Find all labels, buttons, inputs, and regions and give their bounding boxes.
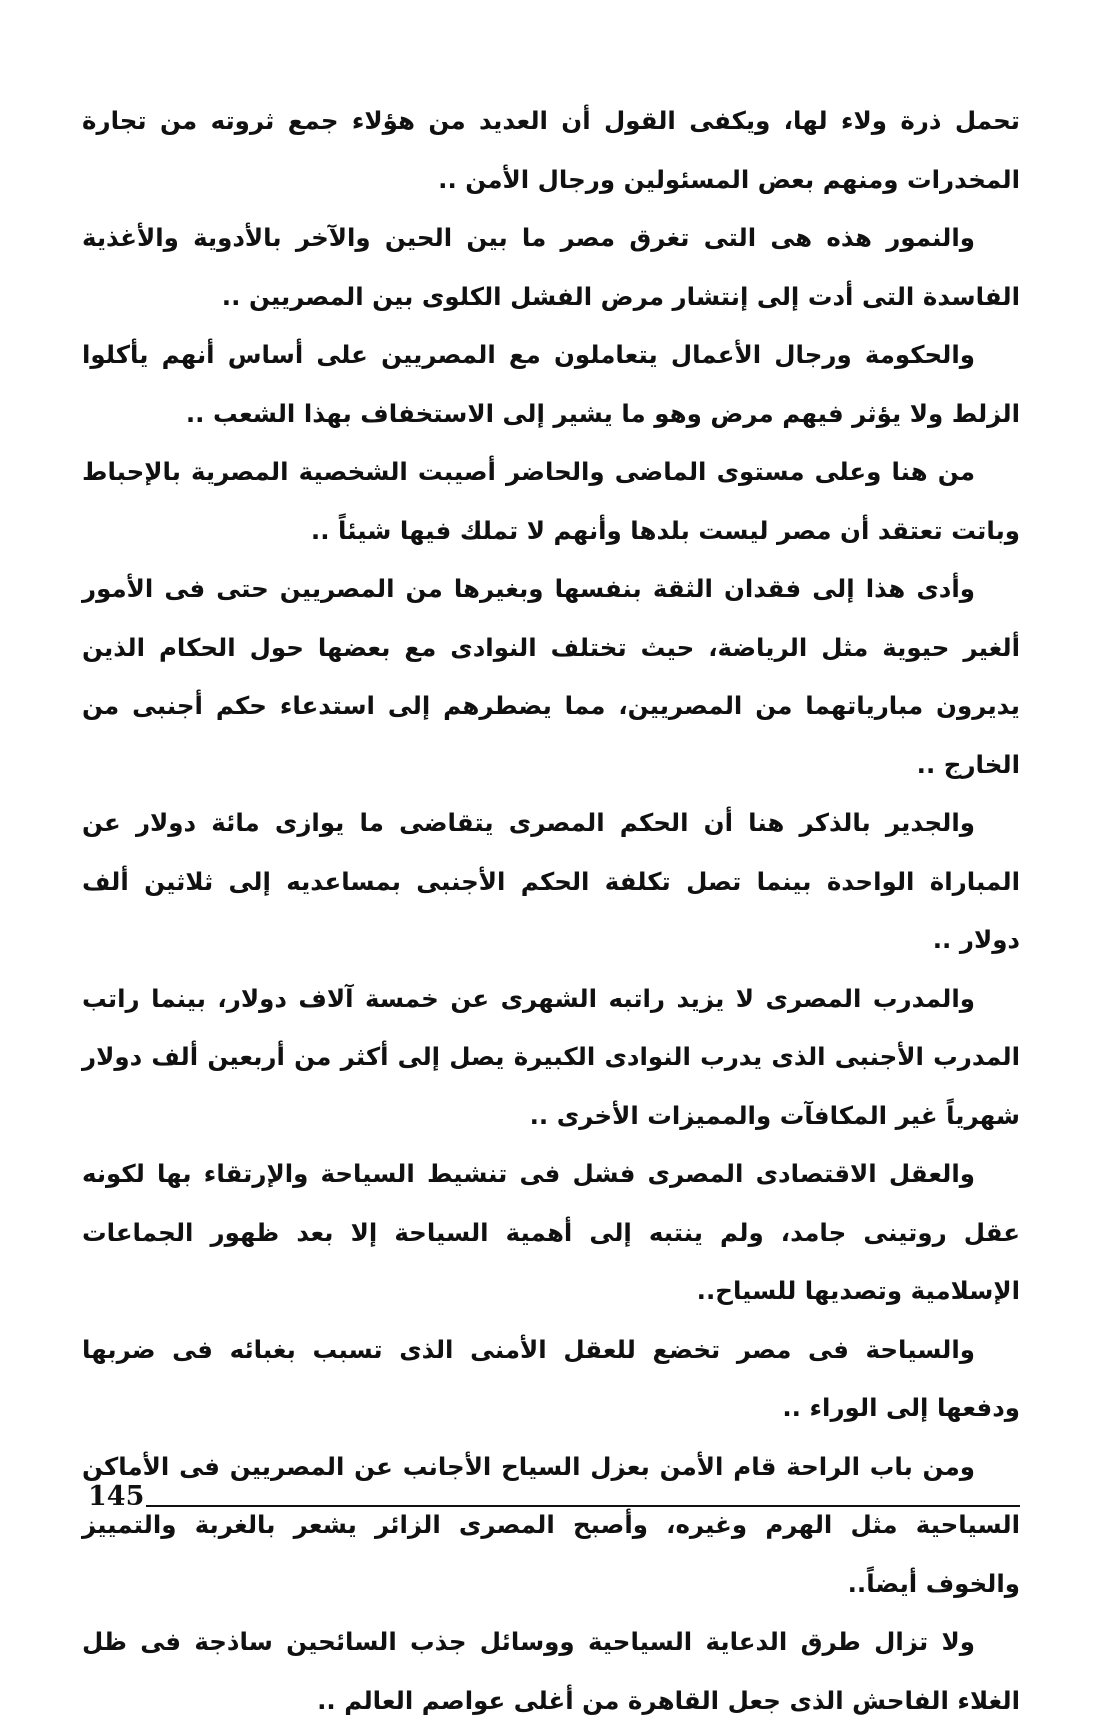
page-number: 145 — [88, 1481, 145, 1512]
paragraph-4: من هنا وعلى مستوى الماضى والحاضر أصيبت الشخصية المصرية بالإحباط وباتت تعتقد أن مصر ليست بلدها وأنهم لا تملك فيها شيئاً .. — [82, 457, 1020, 545]
paragraph-6: والجدير بالذكر هنا أن الحكم المصرى يتقاضى ما يوازى مائة دولار عن المباراة الواحدة بينما تصل تكلفة الحكم الأجنبى بمساعديه إلى ثلاثين ألف دولار .. — [82, 808, 1020, 954]
paragraph-3: والحكومة ورجال الأعمال يتعاملون مع المصريين على أساس أنهم يأكلوا الزلط ولا يؤثر فيهم مرض وهو ما يشير إلى الاستخفاف بهذا الشعب .. — [82, 340, 1020, 428]
paragraph-9: والسياحة فى مصر تخضع للعقل الأمنى الذى تسبب بغبائه فى ضربها ودفعها إلى الوراء .. — [82, 1334, 1020, 1422]
paragraph-7: والمدرب المصرى لا يزيد راتبه الشهرى عن خمسة آلاف دولار، بينما راتب المدرب الأجنبى الذى يدرب النوادى الكبيرة يصل إلى أكثر من أربعين ألف دولار شهرياً غير المكافآت والمميزات الأخرى .. — [82, 983, 1020, 1130]
page-footer — [88, 1472, 1020, 1512]
paragraph-8: والعقل الاقتصادى المصرى فشل فى تنشيط السياحة والإرتقاء بها لكونه عقل روتينى جامد، ولم ينتبه إلى أهمية السياحة إلا بعد ظهور الجماعات الإسلامية وتصديها للسياح.. — [82, 1159, 1020, 1305]
paragraph-10: ومن باب الراحة قام الأمن بعزل السياح الأجانب عن المصريين فى الأماكن السياحية مثل الهرم وغيره، وأصبح المصرى الزائر يشعر بالغربة والتمييز والخوف أيضاً.. — [82, 1451, 1020, 1598]
footer-rule — [146, 1505, 1020, 1507]
paragraph-1: تحمل ذرة ولاء لها، ويكفى القول أن العديد من هؤلاء جمع ثروته من تجارة المخدرات ومنهم بعض المسئولين ورجال الأمن .. — [82, 106, 1020, 194]
paragraph-5: وأدى هذا إلى فقدان الثقة بنفسها وبغيرها من المصريين حتى فى الأمور ألغير حيوية مثل الرياضة، حيث تختلف النوادى مع بعضها حول الحكام الذين يديرون مبارياتهما من المصريين، مما يضطرهم إلى استدعاء حكم أجنبى من الخارج .. — [82, 574, 1020, 779]
paragraph-11: ولا تزال طرق الدعاية السياحية ووسائل جذب السائحين ساذجة فى ظل الغلاء الفاحش الذى جعل القاهرة من أغلى عواصم العالم .. — [82, 1627, 1020, 1715]
paragraph-2: والنمور هذه هى التى تغرق مصر ما بين الحين والآخر بالأدوية والأغذية الفاسدة التى أدت إلى إنتشار مرض الفشل الكلوى بين المصريين .. — [82, 223, 1020, 311]
